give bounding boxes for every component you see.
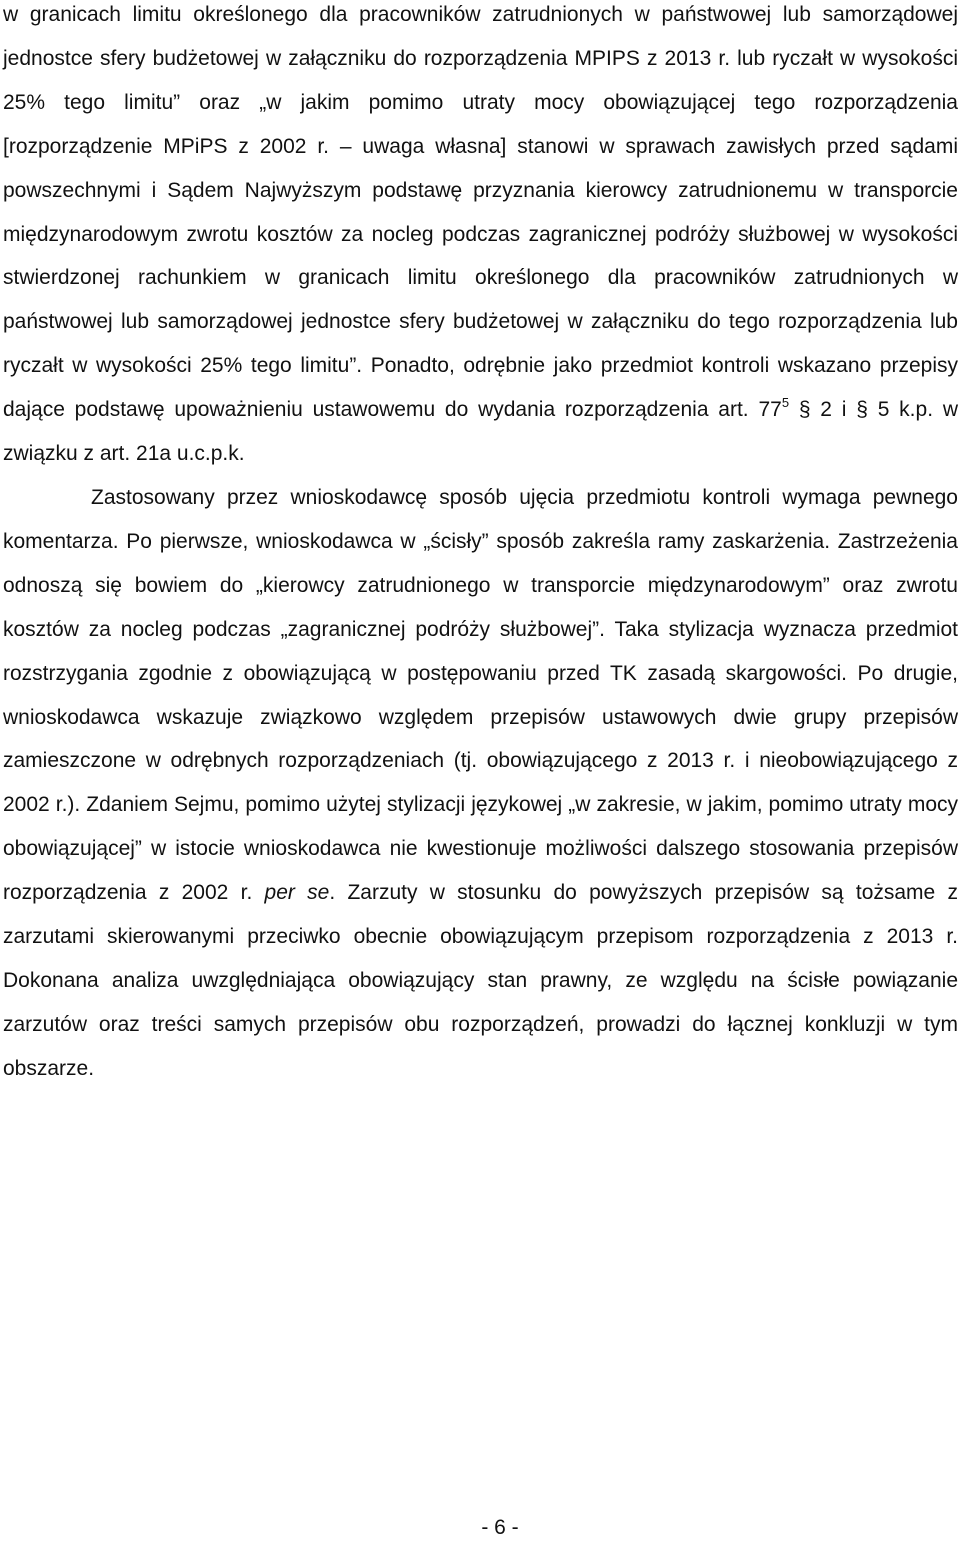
paragraph-1-text-end: § 2 i § 5 k.p. w związku z art. 21a u.c.p.k. [3,398,958,466]
paragraph-2-text-end: . Zarzuty w stosunku do powyższych przepisów są tożsame z zarzutami skierowanymi przeciwko obecnie obowiązującym przepisom rozporządzenia z 2013 r. Dokonana analiza uwzględniająca obowiązujący stan prawny, ze względu na ścisłe powiązanie zarzutów oraz treści samych przepisów obu rozporządzeń, prowadzi do łącznej konkluzji w tym obszarze. [3,881,958,1080]
article-superscript: 5 [781,395,790,411]
paragraph-2-text: Zastosowany przez wnioskodawcę sposób ujęcia przedmiotu kontroli wymaga pewnego komentarza. Po pierwsze, wnioskodawca w „ścisły” sposób zakreśla ramy zaskarżenia. Zastrzeżenia odnoszą się bowiem do „kierowcy zatrudnionego w transporcie międzynarodowym” oraz zwrotu kosztów za nocleg podczas „zagranicznej podróży służbowej”. Taka stylizacja wyznacza przedmiot rozstrzygania zgodnie z obowiązującą w postępowaniu przed TK zasadą skargowości. Po drugie, wnioskodawca wskazuje związkowo względem przepisów ustawowych dwie grupy przepisów zamieszczone w odrębnych rozporządzeniach (tj. obowiązującego z 2013 r. i nieobowiązującego z 2002 r.). Zdaniem Sejmu, pomimo użytej stylizacji językowej „w zakresie, w jakim, pomimo utraty mocy obowiązującej” w istocie wnioskodawca nie kwestionuje możliwości dalszego stosowania przepisów rozporządzenia z 2002 r. [3,485,958,905]
page-number: - 6 - [481,1516,519,1539]
paragraph-1 [3,0,958,476]
body-text [3,0,958,1091]
paragraph-1-text: w granicach limitu określonego dla pracowników zatrudnionych w państwowej lub samorządowej jednostce sfery budżetowej w załączniku do rozporządzenia MPIPS z 2013 r. lub ryczałt w wysokości 25% tego limitu” oraz „w jakim pomimo utraty mocy obowiązującej tego rozporządzenia [rozporządzenie MPiPS z 2002 r. – uwaga własna] stanowi w sprawach zawisłych przed sądami powszechnymi i Sądem Najwyższym podstawę przyznania kierowcy zatrudnionemu w transporcie międzynarodowym zwrotu kosztów za nocleg podczas zagranicznej podróży służbowej w wysokości stwierdzonej rachunkiem w granicach limitu określonego dla pracowników zatrudnionych w państwowej lub samorządowej jednostce sfery budżetowej w załączniku do tego rozporządzenia lub ryczałt w wysokości 25% tego limitu”. Ponadto, odrębnie jako przedmiot kontroli wskazano przepisy dające podstawę upoważnieniu ustawowemu do wydania rozporządzenia art. 77 [3,3,958,422]
italic-term: per se [264,881,330,905]
paragraph-2 [3,476,958,1091]
